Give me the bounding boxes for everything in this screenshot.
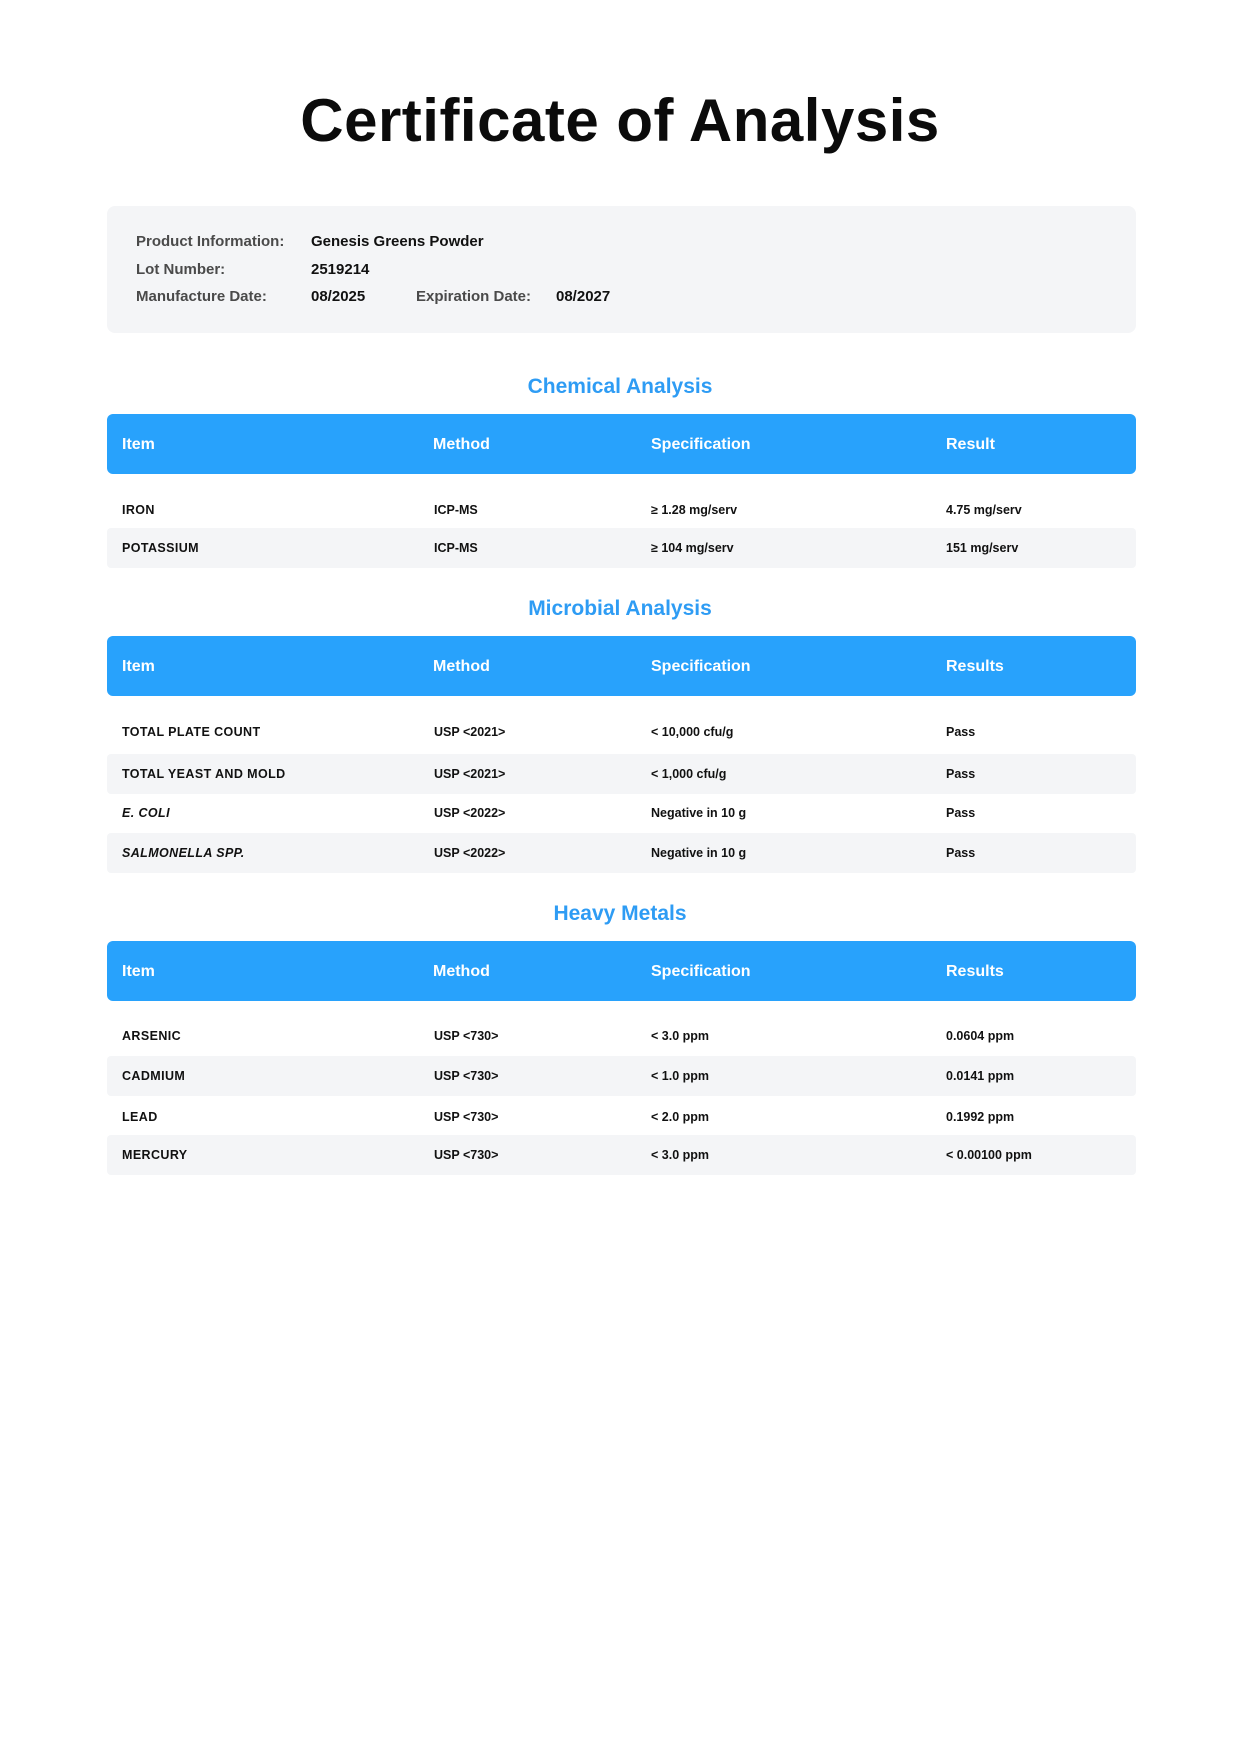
column-header-specification: Specification (651, 658, 751, 675)
cell-specification: ≥ 1.28 mg/serv (651, 503, 738, 517)
product-label: Product Information: (136, 233, 285, 250)
column-header-method: Method (433, 963, 490, 980)
cell-item: SALMONELLA SPP. (122, 846, 245, 860)
cell-item: MERCURY (122, 1148, 188, 1162)
page-title: Certificate of Analysis (300, 87, 940, 154)
cell-item: IRON (122, 503, 155, 517)
table-row (107, 712, 1136, 752)
table-row (107, 754, 1136, 794)
cell-result: Pass (946, 725, 976, 739)
expiration-date-value: 08/2027 (556, 288, 611, 305)
cell-result: 0.0141 ppm (946, 1069, 1015, 1083)
column-header-specification: Specification (651, 963, 751, 980)
lot-number-label: Lot Number: (136, 261, 226, 278)
cell-method: USP <2021> (434, 767, 506, 781)
product-value: Genesis Greens Powder (311, 233, 484, 250)
table-row (107, 1056, 1136, 1096)
table-row (107, 528, 1136, 568)
cell-specification: < 3.0 ppm (651, 1148, 710, 1162)
cell-method: USP <2022> (434, 846, 506, 860)
cell-item: CADMIUM (122, 1069, 186, 1083)
table-row (107, 793, 1136, 833)
lot-number-value: 2519214 (311, 261, 370, 278)
cell-method: USP <730> (434, 1029, 499, 1043)
cell-result: 151 mg/serv (946, 541, 1019, 555)
cell-item: E. COLI (122, 806, 170, 820)
expiration-date-label: Expiration Date: (416, 288, 532, 305)
cell-result: 4.75 mg/serv (946, 503, 1022, 517)
cell-method: USP <2022> (434, 806, 506, 820)
cell-specification: < 1.0 ppm (651, 1069, 710, 1083)
column-header-method: Method (433, 436, 490, 453)
column-header-item: Item (122, 436, 155, 453)
column-header-item: Item (122, 658, 155, 675)
cell-method: ICP-MS (434, 541, 478, 555)
cell-method: ICP-MS (434, 503, 478, 517)
table-row (107, 490, 1136, 530)
cell-item: LEAD (122, 1110, 158, 1124)
manufacture-date-label: Manufacture Date: (136, 288, 267, 305)
cell-item: TOTAL YEAST AND MOLD (122, 767, 286, 781)
cell-item: ARSENIC (122, 1029, 182, 1043)
cell-result: Pass (946, 767, 976, 781)
cell-item: POTASSIUM (122, 541, 199, 555)
column-header-item: Item (122, 963, 155, 980)
product-info-box (107, 206, 1136, 333)
manufacture-date-value: 08/2025 (311, 288, 366, 305)
column-header-result: Result (946, 436, 995, 453)
column-header-results: Results (946, 963, 1004, 980)
cell-method: USP <2021> (434, 725, 506, 739)
cell-specification: < 2.0 ppm (651, 1110, 710, 1124)
heavy-metals-table-header (107, 941, 1136, 1001)
column-header-specification: Specification (651, 436, 751, 453)
column-header-method: Method (433, 658, 490, 675)
cell-result: 0.0604 ppm (946, 1029, 1015, 1043)
cell-result: < 0.00100 ppm (946, 1148, 1032, 1162)
cell-specification: < 10,000 cfu/g (651, 725, 734, 739)
cell-method: USP <730> (434, 1069, 499, 1083)
chemical-table-header (107, 414, 1136, 474)
cell-specification: < 1,000 cfu/g (651, 767, 727, 781)
cell-item: TOTAL PLATE COUNT (122, 725, 261, 739)
heavy-metals-title: Heavy Metals (553, 902, 687, 925)
cell-specification: Negative in 10 g (651, 806, 747, 820)
cell-method: USP <730> (434, 1148, 499, 1162)
microbial-analysis-title: Microbial Analysis (528, 597, 712, 620)
cell-method: USP <730> (434, 1110, 499, 1124)
cell-specification: ≥ 104 mg/serv (651, 541, 734, 555)
table-row (107, 1135, 1136, 1175)
cell-result: Pass (946, 806, 976, 820)
microbial-table-header (107, 636, 1136, 696)
cell-result: Pass (946, 846, 976, 860)
table-row (107, 1016, 1136, 1056)
cell-specification: Negative in 10 g (651, 846, 747, 860)
chemical-analysis-title: Chemical Analysis (527, 375, 713, 398)
table-row (107, 1097, 1136, 1137)
column-header-results: Results (946, 658, 1004, 675)
table-row (107, 833, 1136, 873)
cell-specification: < 3.0 ppm (651, 1029, 710, 1043)
cell-result: 0.1992 ppm (946, 1110, 1015, 1124)
